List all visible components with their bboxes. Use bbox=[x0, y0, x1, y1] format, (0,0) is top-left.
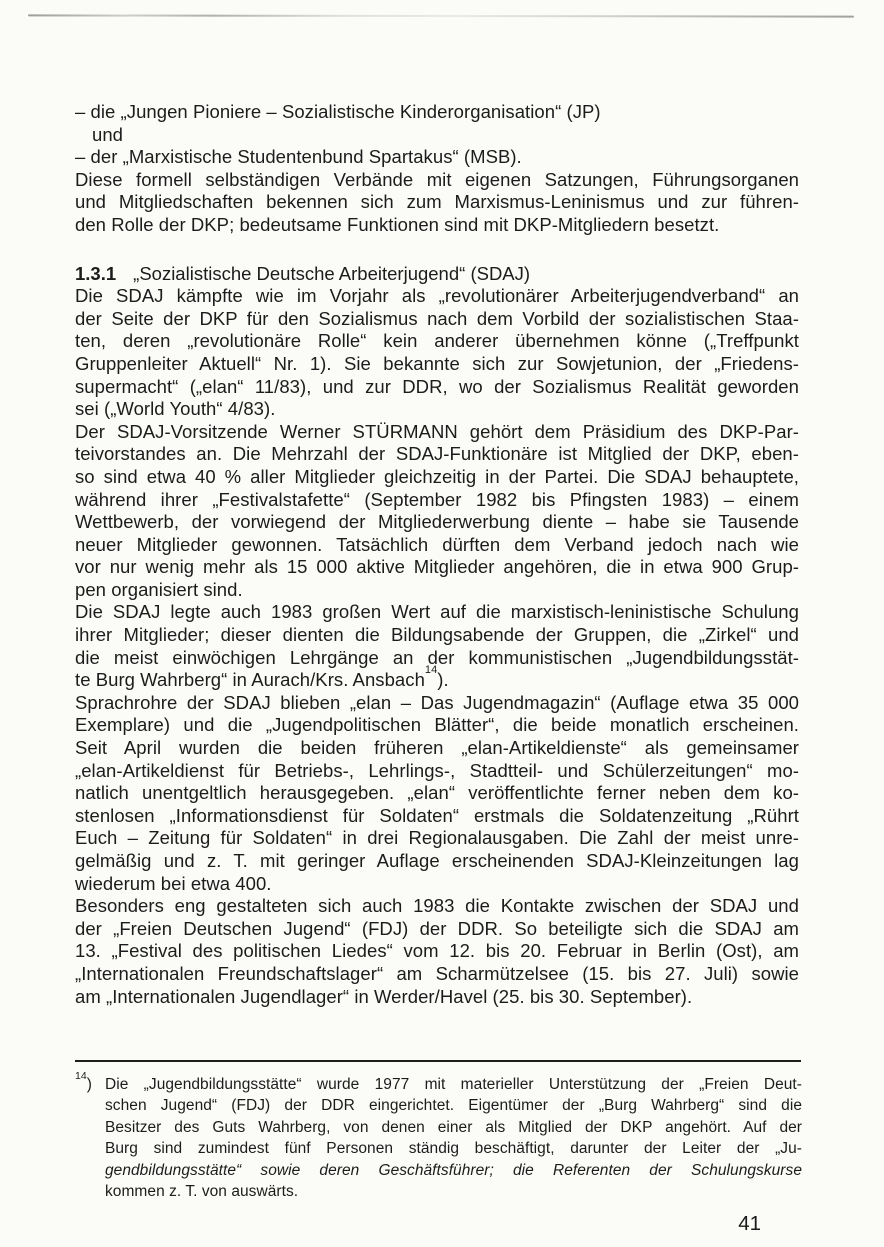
footnote-line: Besitzer des Guts Wahrberg, von denen einer als Mitglied der DKP angehört. Auf der bbox=[105, 1118, 802, 1136]
footnote-line: gendbildungsstätte“ sowie deren Geschäftsführer; die Referenten der Schulungskurse bbox=[105, 1161, 802, 1179]
list-item: – der „Marxistische Studentenbund Spartakus“ (MSB). bbox=[75, 146, 522, 168]
text-line: während ihrer „Festivalstafette“ (September 1982 bis Pfingsten 1983) – einem bbox=[75, 488, 799, 510]
text-segment: ). bbox=[437, 669, 449, 691]
text-line: Euch – Zeitung für Soldaten“ in drei Regionalausgaben. Die Zahl der meist unre- bbox=[75, 827, 799, 849]
footnote-line: Die „Jugendbildungsstätte“ wurde 1977 mit materieller Unterstützung der „Freien Deut- bbox=[105, 1076, 802, 1093]
footnote-marker-paren: ) bbox=[86, 1076, 92, 1093]
page-number: 41 bbox=[738, 1212, 761, 1235]
list-item-continuation: und bbox=[92, 123, 124, 145]
section-number: 1.3.1 bbox=[75, 262, 117, 284]
list-item: – die „Jungen Pioniere – Sozialistische Kinderorganisation“ (JP) bbox=[75, 101, 601, 122]
footnote-marker bbox=[75, 1069, 92, 1095]
text-line: stenlosen „Informationsdienst für Soldaten“ erstmals die Soldatenzeitung „Rührt bbox=[75, 804, 799, 826]
text-line: Diese formell selbständigen Verbände mit eigenen Satzungen, Führungsorganen bbox=[75, 168, 799, 190]
text-line: 13. „Festival des politischen Liedes“ vom 12. bis 20. Februar in Berlin (Ost), am bbox=[75, 940, 799, 962]
text-segment: te Burg Wahrberg“ in Aurach/Krs. Ansbach bbox=[75, 669, 425, 691]
text-line: neuer Mitglieder gewonnen. Tatsächlich dürften dem Verband jedoch nach wie bbox=[75, 533, 799, 555]
text-line: sei („World Youth“ 4/83). bbox=[75, 398, 276, 420]
footnote-separator-rule bbox=[75, 1060, 801, 1062]
text-line: den Rolle der DKP; bedeutsame Funktionen sind mit DKP-Mitgliedern besetzt. bbox=[75, 213, 720, 235]
text-line: pen organisiert sind. bbox=[75, 578, 243, 600]
footnote-line: kommen z. T. von auswärts. bbox=[105, 1183, 299, 1201]
text-line: natlich unentgeltlich herausgegeben. „elan“ veröffentlichte ferner neben dem ko- bbox=[75, 782, 799, 804]
text-line-with-footnote-ref bbox=[75, 664, 799, 692]
footnote-marker-number: 14 bbox=[75, 1069, 87, 1082]
text-line: supermacht“ („elan“ 11/83), und zur DDR, wo der Sozialismus Realität geworden bbox=[75, 375, 799, 397]
scan-artifact-line bbox=[28, 14, 854, 17]
text-line: gelmäßig und z. T. mit geringer Auflage erscheinenden SDAJ-Kleinzeitungen lag bbox=[75, 850, 799, 871]
text-line: „elan-Artikeldienst für Betriebs-, Lehrlings-, Stadtteil- und Schülerzeitungen“ mo- bbox=[75, 759, 799, 781]
footnote-line: schen Jugend“ (FDJ) der DDR eingerichtet. Eigentümer der „Burg Wahrberg“ sind die bbox=[105, 1097, 802, 1115]
text-line: der Seite der DKP für den Sozialismus nach dem Vorbild der sozialistischen Staa- bbox=[75, 307, 799, 329]
text-line: ten, deren „revolutionäre Rolle“ kein anderer übernehmen könne („Treffpunkt bbox=[75, 330, 799, 352]
text-line: die meist einwöchigen Lehrgänge an der kommunistischen „Jugendbildungsstät- bbox=[75, 646, 799, 668]
text-line: Sprachrohre der SDAJ blieben „elan – Das Jugendmagazin“ (Auflage etwa 35 000 bbox=[75, 691, 799, 713]
text-line: und Mitgliedschaften bekennen sich zum Marxismus-Leninismus und zur führen- bbox=[75, 191, 799, 213]
text-line: Seit April wurden die beiden früheren „elan-Artikeldienste“ als gemeinsamer bbox=[75, 737, 799, 759]
text-line: vor nur wenig mehr als 15 000 aktive Mitglieder angehören, die in etwa 900 Grup- bbox=[75, 556, 799, 578]
text-line: Der SDAJ-Vorsitzende Werner STÜRMANN gehört dem Präsidium des DKP-Par- bbox=[75, 420, 799, 442]
section-heading bbox=[75, 263, 799, 286]
text-line: Besonders eng gestalteten sich auch 1983 die Kontakte zwischen der SDAJ und bbox=[75, 895, 799, 917]
text-line: „Internationalen Freundschaftslager“ am Scharmützelsee (15. bis 27. Juli) sowie bbox=[75, 962, 799, 984]
text-line: Die SDAJ kämpfte wie im Vorjahr als „revolutionärer Arbeiterjugendverband“ an bbox=[75, 285, 799, 307]
footnote-reference: 14 bbox=[424, 664, 438, 677]
text-line: wiederum bei etwa 400. bbox=[75, 872, 272, 894]
section-title: „Sozialistische Deutsche Arbeiterjugend“ (SDAJ) bbox=[133, 262, 531, 284]
page-body-text bbox=[75, 101, 799, 1008]
text-line: Die SDAJ legte auch 1983 großen Wert auf die marxistisch-leninistische Schulung bbox=[75, 601, 799, 623]
footnote-line: Burg sind zumindest fünf Personen ständig beschäftigt, darunter der Leiter der „Ju- bbox=[105, 1140, 802, 1158]
text-line: Wettbewerb, der vorwiegend der Mitgliederwerbung diente – habe sie Tausende bbox=[75, 511, 799, 533]
text-line: so sind etwa 40 % aller Mitglieder gleichzeitig in der Partei. Die SDAJ behauptete, bbox=[75, 465, 799, 487]
footnote bbox=[75, 1069, 802, 1202]
text-line: Exemplare) und die „Jugendpolitischen Blätter“, die beide monatlich erscheinen. bbox=[75, 714, 799, 736]
text-line: der „Freien Deutschen Jugend“ (FDJ) der DDR. So beteiligte sich die SDAJ am bbox=[75, 917, 799, 939]
text-line: ihrer Mitglieder; dieser dienten die Bildungsabende der Gruppen, die „Zirkel“ und bbox=[75, 624, 799, 646]
text-line: Gruppenleiter Aktuell“ Nr. 1). Sie bekannte sich zur Sowjetunion, der „Friedens- bbox=[75, 352, 799, 374]
text-line: am „Internationalen Jugendlager“ in Werder/Havel (25. bis 30. September). bbox=[75, 985, 693, 1007]
text-line: teivorstandes an. Die Mehrzahl der SDAJ-Funktionäre ist Mitglied der DKP, eben- bbox=[75, 443, 799, 465]
